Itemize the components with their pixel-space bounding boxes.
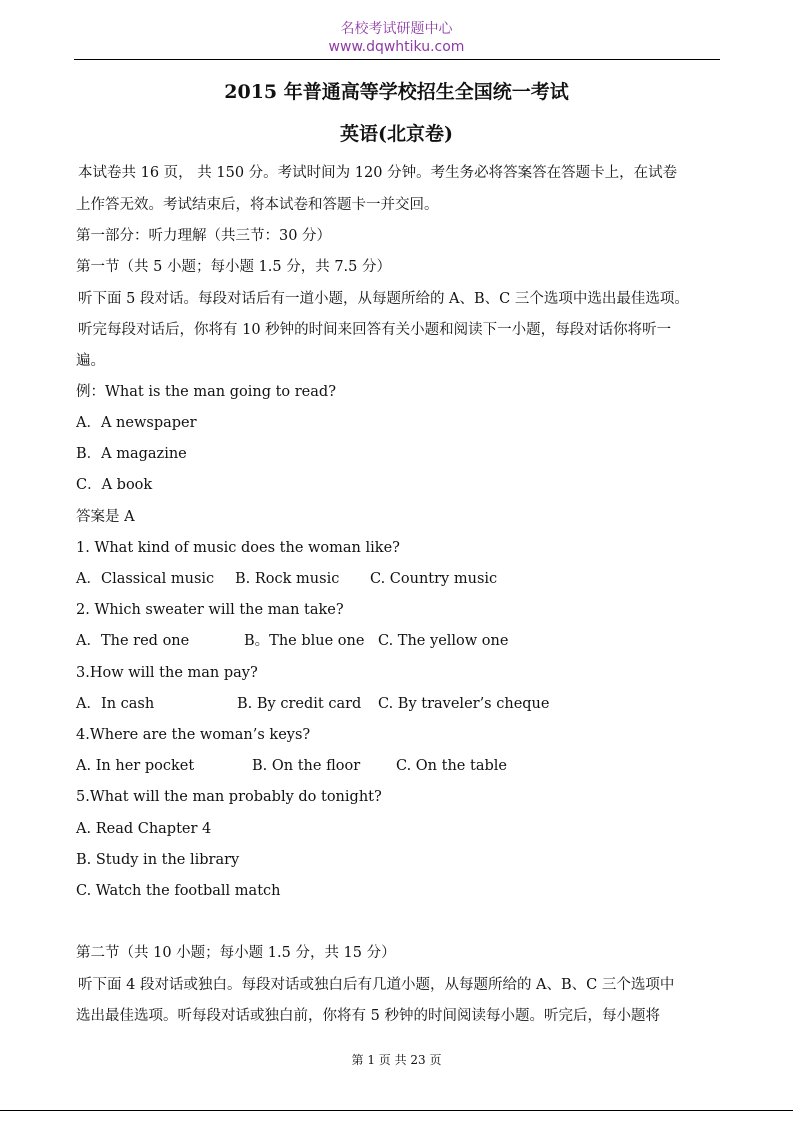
- section1-instruction: 听下面 5 段对话。每段对话后有一道小题，从每题所给的 A、B、C 三个选项中选出最佳选项。: [78, 291, 689, 307]
- example-answer: 答案是 A: [76, 509, 135, 525]
- header-rule: [74, 59, 720, 60]
- option-c: C. By traveler’s cheque: [378, 696, 550, 712]
- brand-url[interactable]: www.dqwhtiku.com: [328, 39, 465, 55]
- page-footer: 第 1 页 共 23 页: [351, 1053, 442, 1067]
- option-c: C. On the table: [396, 758, 507, 774]
- option-b: B。The blue one: [244, 633, 365, 649]
- question-2: 2. Which sweater will the man take?: [76, 602, 344, 618]
- question-4: 4.Where are the woman’s keys?: [76, 727, 311, 743]
- option-a: A．Classical music: [76, 571, 215, 587]
- example-option: C．A book: [76, 477, 153, 493]
- section1-instruction: 听完每段对话后，你将有 10 秒钟的时间来回答有关小题和阅读下一小题，每段对话你将听一: [78, 322, 672, 338]
- intro-line: 本试卷共 16 页， 共 150 分。考试时间为 120 分钟。考生务必将答案答在答题卡上，在试卷: [78, 165, 678, 181]
- option-b: B. Study in the library: [76, 852, 240, 868]
- page-subtitle: 英语(北京卷): [340, 123, 453, 145]
- page-title: 2015 年普通高等学校招生全国统一考试: [224, 81, 569, 103]
- section1-heading: 第一节（共 5 小题；每小题 1.5 分，共 7.5 分）: [76, 259, 391, 275]
- option-c: C. Country music: [370, 571, 498, 587]
- option-a: A. Read Chapter 4: [76, 821, 212, 837]
- intro-line: 上作答无效。考试结束后，将本试卷和答题卡一并交回。: [76, 197, 439, 213]
- example-question: 例：What is the man going to read?: [76, 384, 336, 400]
- option-a: A. In her pocket: [76, 758, 195, 774]
- option-b: B. Rock music: [235, 571, 340, 587]
- option-b: B. By credit card: [237, 696, 362, 712]
- question-5: 5.What will the man probably do tonight?: [76, 789, 382, 805]
- example-option: B．A magazine: [76, 446, 187, 462]
- option-c: C. The yellow one: [378, 633, 509, 649]
- part1-heading: 第一部分：听力理解（共三节：30 分）: [76, 228, 332, 244]
- option-b: B. On the floor: [252, 758, 361, 774]
- option-c: C. Watch the football match: [76, 883, 281, 899]
- option-a: A．The red one: [76, 633, 190, 649]
- section1-instruction: 遍。: [76, 353, 105, 369]
- brand-name: 名校考试研题中心: [340, 21, 453, 37]
- question-3: 3.How will the man pay?: [76, 665, 258, 681]
- option-a: A．In cash: [76, 696, 155, 712]
- header-brand: [0, 20, 793, 56]
- question-1: 1. What kind of music does the woman like?: [76, 540, 400, 556]
- footer-rule: [0, 1110, 793, 1111]
- section2-instruction: 听下面 4 段对话或独白。每段对话或独白后有几道小题，从每题所给的 A、B、C 三个选项中: [78, 977, 675, 993]
- example-option: A．A newspaper: [76, 415, 197, 431]
- section2-heading: 第二节（共 10 小题；每小题 1.5 分，共 15 分）: [76, 945, 396, 961]
- section2-instruction: 选出最佳选项。听每段对话或独白前，你将有 5 秒钟的时间阅读每小题。听完后，每小题将: [76, 1008, 660, 1024]
